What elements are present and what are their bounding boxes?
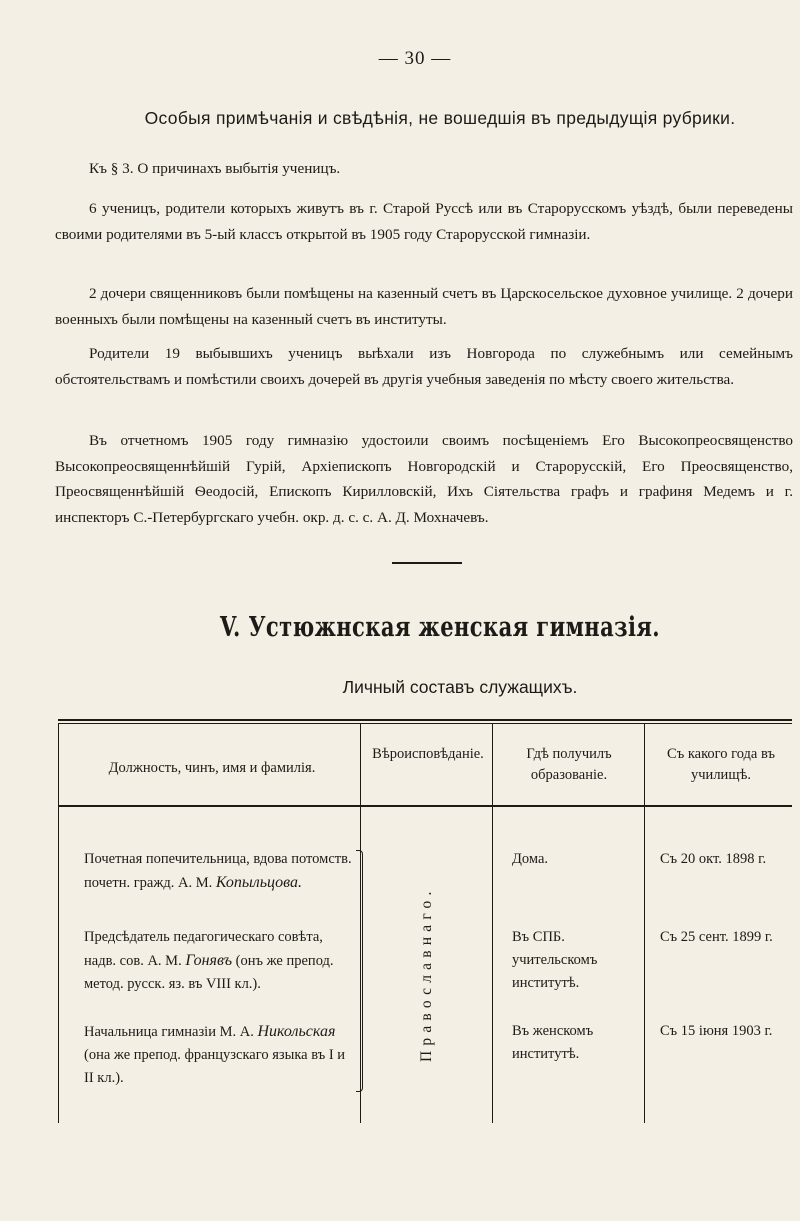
row-2-position-text: Предсѣдатель педагогическаго совѣта, надв. сов. А. М. xyxy=(84,929,323,969)
section-divider xyxy=(392,562,462,564)
religion-vertical-label: Православнаго. xyxy=(418,886,435,1062)
table-col-divider-3 xyxy=(644,723,645,1123)
table-top-rule xyxy=(58,719,792,721)
row-3-education: Въ женскомъ институтѣ. xyxy=(512,1023,594,1062)
row-3-since: Съ 15 іюня 1903 г. xyxy=(660,1023,773,1039)
row-3-position-text: Начальница гимназіи М. А. xyxy=(84,1024,254,1040)
paragraph-5-text: Въ отчетномъ 1905 году гимназію удостоили своимъ посѣщеніемъ Его Высокопреосвященство Высокопреосвященнѣйшій Гурій, Архіепископъ Новгородскій и Старорусскій, Его Преосвященство, Преосвященнѣйшій Ѳеодосій, Епископъ Кирилловскій, Ихъ Сіятельства графъ и графиня Медемъ и г. инспекторъ С.-Петербургскаго учебн. окр. д. с. с. А. Д. Мохначевъ. xyxy=(55,432,793,526)
table-header-rule xyxy=(58,805,792,807)
header-education: Гдѣ получилъ образованіе. xyxy=(526,746,612,783)
section-title: V. Устюжнская женская гимназія. xyxy=(219,612,661,643)
row-2-since: Съ 25 сент. 1899 г. xyxy=(660,929,773,945)
row-1-position xyxy=(84,848,354,895)
page-number: — 30 — xyxy=(378,48,452,69)
row-2-position-suffix: (онъ же препод. метод. русск. яз. въ VIII кл.). xyxy=(84,953,334,992)
paragraph-4-text: Родители 19 выбывшихъ ученицъ выѣхали изъ Новгорода по служебнымъ или семейнымъ обстоятельствамъ и помѣстили своихъ дочерей въ другія учебныя заведенія по мѣсту своего жительства. xyxy=(55,345,793,388)
row-1-position-text: Почетная попечительница, вдова потомств. почетн. гражд. А. М. xyxy=(84,851,352,891)
row-2-position xyxy=(84,926,354,996)
paragraph-5 xyxy=(55,428,793,530)
notes-heading: Особыя примѣчанія и свѣдѣнія, не вошедшія въ предыдущія рубрики. xyxy=(144,108,736,128)
staff-subtitle: Личный составъ служащихъ. xyxy=(342,677,578,697)
paragraph-1-text: Къ § 3. О причинахъ выбытія ученицъ. xyxy=(89,160,341,177)
paragraph-1 xyxy=(55,156,793,182)
row-1-since: Съ 20 окт. 1898 г. xyxy=(660,851,767,867)
paragraph-3-text: 2 дочери священниковъ были помѣщены на казенный счетъ въ Царскосельское духовное училище. 2 дочери военныхъ были помѣщены на казенный счетъ въ институты. xyxy=(55,285,793,328)
table-left-border xyxy=(58,723,59,1123)
header-position: Должность, чинъ, имя и фамилія. xyxy=(108,760,316,776)
table-top-rule-thin xyxy=(58,723,792,724)
paragraph-4 xyxy=(55,341,793,392)
table-col-divider-2 xyxy=(492,723,493,1123)
header-religion: Вѣроисповѣданіе. xyxy=(372,746,484,762)
paragraph-2 xyxy=(55,196,793,247)
row-3-position xyxy=(84,1020,354,1090)
header-since: Съ какого года въ училищѣ. xyxy=(667,746,775,783)
row-1-education: Дома. xyxy=(512,851,549,867)
row-2-education: Въ СПБ. учительскомъ институтѣ. xyxy=(512,929,598,991)
paragraph-3 xyxy=(55,281,793,332)
row-3-person-name: Никольская xyxy=(257,1023,336,1040)
row-2-person-name: Гонявъ xyxy=(185,952,233,969)
row-1-person-name: Копыльцова. xyxy=(215,874,302,891)
paragraph-2-text: 6 ученицъ, родители которыхъ живутъ въ г. Старой Руссѣ или въ Старорусскомъ уѣздѣ, были переведены своими родителями въ 5-ый классъ открытой въ 1905 году Старорусской гимназіи. xyxy=(55,200,793,243)
row-3-position-suffix: (она же препод. французскаго языка въ I и II кл.). xyxy=(84,1047,346,1086)
rows-brace xyxy=(356,850,363,1092)
